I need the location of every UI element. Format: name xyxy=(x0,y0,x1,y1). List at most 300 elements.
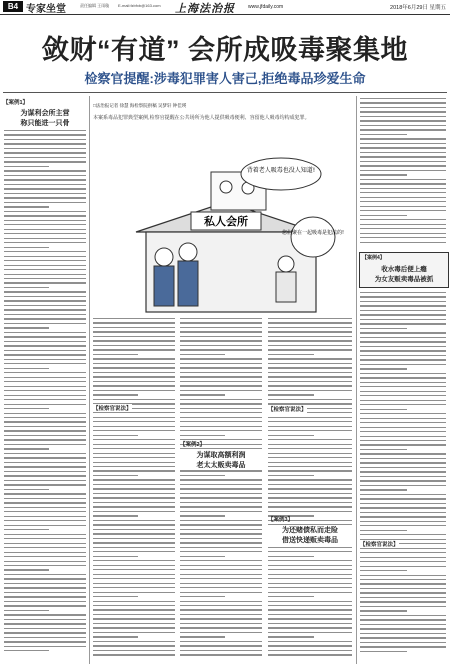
text-line xyxy=(4,511,86,512)
text-line xyxy=(360,134,407,135)
text-line xyxy=(4,256,86,257)
text-line xyxy=(4,457,86,458)
text-line xyxy=(4,417,86,418)
text-line xyxy=(180,345,262,346)
text-line xyxy=(93,587,175,588)
text-line xyxy=(360,98,446,99)
text-line xyxy=(360,489,407,490)
text-line xyxy=(4,395,86,396)
text-line xyxy=(93,327,175,328)
text-line xyxy=(360,233,446,234)
text-line xyxy=(180,358,262,359)
text-line xyxy=(4,354,86,355)
text-line xyxy=(4,547,86,548)
text-line xyxy=(360,210,446,211)
text-line xyxy=(93,390,175,391)
text-line xyxy=(360,552,446,553)
text-line xyxy=(360,179,446,180)
text-line xyxy=(4,274,86,275)
text-line xyxy=(4,480,86,481)
text-line xyxy=(360,444,446,445)
text-line xyxy=(180,542,262,543)
text-line xyxy=(268,430,352,431)
text-line xyxy=(4,265,86,266)
text-line xyxy=(4,520,86,521)
text-line xyxy=(268,497,352,498)
text-line xyxy=(93,511,175,512)
case-4-title-line1: 收水毒后便上瘾 xyxy=(381,266,427,273)
text-line xyxy=(268,367,352,368)
text-line xyxy=(180,538,262,539)
text-line xyxy=(93,331,175,332)
text-line xyxy=(268,596,314,597)
text-line xyxy=(93,596,138,597)
text-line xyxy=(93,551,175,552)
text-line xyxy=(4,179,86,180)
lead-paragraph: 本案系毒品犯罪典型案例,检察官提醒在公共场所为他人提供吸毒便利、容留他人吸毒均构成犯罪。 xyxy=(93,115,310,121)
text-line xyxy=(4,641,86,642)
case-1-tag: 【案例1】 xyxy=(3,100,29,106)
text-line xyxy=(93,533,175,534)
text-line xyxy=(268,601,352,602)
text-line xyxy=(93,650,175,651)
text-line xyxy=(360,129,446,130)
editor-credit: 责任编辑 王雨璇 xyxy=(80,3,110,8)
text-line xyxy=(360,642,446,643)
text-line xyxy=(360,503,446,504)
sign-text: 私人会所 xyxy=(204,215,248,228)
text-line xyxy=(268,448,352,449)
text-line xyxy=(180,322,262,323)
text-line xyxy=(4,197,86,198)
text-line xyxy=(360,228,446,229)
text-line xyxy=(93,538,175,539)
text-line xyxy=(360,341,446,342)
text-line xyxy=(4,404,86,405)
text-line xyxy=(4,211,86,212)
text-line xyxy=(360,413,446,414)
text-line xyxy=(268,565,352,566)
text-line xyxy=(360,400,446,401)
text-line xyxy=(180,596,225,597)
text-line xyxy=(180,529,262,530)
text-line xyxy=(93,627,175,628)
text-line xyxy=(360,215,407,216)
text-line xyxy=(4,421,86,422)
text-line xyxy=(4,471,86,472)
text-line xyxy=(360,453,446,454)
text-line xyxy=(180,506,262,507)
text-line xyxy=(180,551,262,552)
text-line xyxy=(180,435,225,436)
text-line xyxy=(360,224,446,225)
text-line xyxy=(93,578,175,579)
case-1-body xyxy=(4,130,86,660)
text-line xyxy=(4,538,86,539)
text-line xyxy=(268,349,352,350)
text-line xyxy=(360,579,446,580)
text-line xyxy=(93,609,175,610)
text-line xyxy=(360,219,446,220)
text-line xyxy=(4,623,86,624)
case-2-body xyxy=(180,318,262,660)
text-line xyxy=(360,525,446,526)
text-line xyxy=(360,147,446,148)
text-line xyxy=(268,556,314,557)
cartoon-illustration xyxy=(116,152,345,315)
text-line xyxy=(360,431,446,432)
text-line xyxy=(360,530,407,531)
text-line xyxy=(360,292,446,293)
text-line xyxy=(180,636,225,637)
text-line xyxy=(93,457,175,458)
case-1-title-line1: 为谋利会所主营 xyxy=(20,110,70,117)
text-line xyxy=(180,614,262,615)
text-line xyxy=(93,475,138,476)
divider xyxy=(3,92,447,93)
text-line xyxy=(360,561,446,562)
case-3-title-line2: 借送快递贩卖毒品 xyxy=(268,535,352,545)
text-line xyxy=(4,359,86,360)
text-line xyxy=(4,130,86,131)
text-line xyxy=(180,488,262,489)
text-line xyxy=(180,609,262,610)
text-line xyxy=(268,381,352,382)
text-line xyxy=(93,569,175,570)
text-line xyxy=(93,354,138,355)
text-line xyxy=(360,651,407,652)
case-4-tag: 【案例4】 xyxy=(362,255,385,261)
text-line xyxy=(268,439,352,440)
text-line xyxy=(360,440,446,441)
text-line xyxy=(93,363,175,364)
text-line xyxy=(4,408,49,409)
text-line xyxy=(268,627,352,628)
text-line xyxy=(4,614,86,615)
text-line xyxy=(4,444,86,445)
text-line xyxy=(93,412,175,413)
text-line xyxy=(268,336,352,337)
text-line xyxy=(180,618,262,619)
text-line xyxy=(360,156,446,157)
text-line xyxy=(4,484,86,485)
text-line xyxy=(268,470,352,471)
text-line xyxy=(360,624,446,625)
text-line xyxy=(268,645,352,646)
text-line xyxy=(180,336,262,337)
text-line xyxy=(180,574,262,575)
text-line xyxy=(4,166,49,167)
text-line xyxy=(360,107,446,108)
text-line xyxy=(93,376,175,377)
text-line xyxy=(93,479,175,480)
text-line xyxy=(360,192,446,193)
text-line xyxy=(93,470,175,471)
text-line xyxy=(93,583,175,584)
text-line xyxy=(360,427,446,428)
text-line xyxy=(180,623,262,624)
text-line xyxy=(4,475,86,476)
text-line xyxy=(4,143,86,144)
text-line xyxy=(93,453,175,454)
text-line xyxy=(4,341,86,342)
text-line xyxy=(360,237,446,238)
text-line xyxy=(4,502,86,503)
main-headline: 敛财“有道” 会所成吸毒聚集地 xyxy=(41,35,408,65)
text-line xyxy=(4,556,86,557)
text-line xyxy=(180,565,262,566)
text-line xyxy=(4,309,86,310)
text-line xyxy=(180,533,262,534)
text-line xyxy=(180,484,262,485)
text-line xyxy=(4,193,86,194)
text-line xyxy=(93,497,175,498)
text-line xyxy=(4,529,49,530)
text-line xyxy=(360,170,446,171)
text-line xyxy=(180,394,225,395)
text-line xyxy=(4,565,86,566)
text-line xyxy=(93,605,175,606)
text-line xyxy=(4,399,86,400)
text-line xyxy=(180,376,262,377)
text-line xyxy=(360,418,446,419)
text-line xyxy=(268,484,352,485)
text-line xyxy=(4,184,86,185)
text-line xyxy=(360,161,446,162)
text-line xyxy=(4,632,86,633)
text-line xyxy=(93,345,175,346)
text-line xyxy=(180,318,262,319)
text-line xyxy=(4,439,86,440)
text-line xyxy=(180,470,262,471)
text-line xyxy=(4,242,86,243)
text-line xyxy=(93,484,175,485)
newspaper-masthead: 上海法治报 xyxy=(175,2,235,15)
text-line xyxy=(360,143,446,144)
text-line xyxy=(268,466,352,467)
text-line xyxy=(4,134,86,135)
text-line xyxy=(268,322,352,323)
case-1-title-line2: 称只能进一只骨 xyxy=(20,120,70,127)
text-line xyxy=(268,502,352,503)
text-line xyxy=(360,319,446,320)
text-line xyxy=(93,515,138,516)
text-line xyxy=(4,619,86,620)
text-line xyxy=(268,462,352,463)
text-line xyxy=(93,340,175,341)
text-line xyxy=(268,578,352,579)
text-line xyxy=(180,327,262,328)
text-line xyxy=(360,386,446,387)
text-line xyxy=(180,354,225,355)
text-line xyxy=(360,174,407,175)
text-line xyxy=(180,502,262,503)
text-line xyxy=(180,560,262,561)
text-line xyxy=(4,610,49,611)
text-line xyxy=(180,372,262,373)
text-line xyxy=(268,327,352,328)
text-line xyxy=(4,296,86,297)
text-line xyxy=(4,278,86,279)
text-line xyxy=(180,340,262,341)
text-line xyxy=(180,399,262,400)
text-line xyxy=(180,408,262,409)
text-line xyxy=(180,654,262,655)
text-line xyxy=(360,575,446,576)
text-line xyxy=(360,462,446,463)
text-line xyxy=(360,409,407,410)
text-line xyxy=(360,328,407,329)
text-line xyxy=(268,475,314,476)
text-line xyxy=(360,305,446,306)
text-line xyxy=(4,430,86,431)
text-line xyxy=(4,368,49,369)
page-header xyxy=(0,0,450,15)
text-line xyxy=(360,449,407,450)
text-line xyxy=(268,453,352,454)
text-line xyxy=(93,560,175,561)
email: E-mail:fzbfxb@163.com xyxy=(118,3,161,8)
text-line xyxy=(268,426,352,427)
text-line xyxy=(360,471,446,472)
text-line xyxy=(4,332,86,333)
text-line xyxy=(4,605,86,606)
text-line xyxy=(268,560,352,561)
text-line xyxy=(360,206,446,207)
text-line xyxy=(4,363,86,364)
text-line xyxy=(360,637,446,638)
case-2-title-line2: 老太太贩卖毒品 xyxy=(180,460,262,470)
text-line xyxy=(4,466,86,467)
text-line xyxy=(180,592,262,593)
text-line xyxy=(4,390,86,391)
text-line xyxy=(93,322,175,323)
text-line xyxy=(268,363,352,364)
case-4-title-line2: 为女友贩卖毒品被抓 xyxy=(374,276,434,283)
text-line xyxy=(4,260,86,261)
text-line xyxy=(268,650,352,651)
column-divider xyxy=(89,96,90,664)
text-line xyxy=(180,601,262,602)
text-line xyxy=(93,574,175,575)
analysis-tag-2: 【检察官说法】 xyxy=(268,407,307,413)
text-line xyxy=(180,390,262,391)
text-line xyxy=(268,605,352,606)
text-line xyxy=(93,654,175,655)
text-line xyxy=(268,551,352,552)
text-line xyxy=(360,588,446,589)
text-line xyxy=(180,385,262,386)
text-line xyxy=(93,462,175,463)
text-line xyxy=(180,426,262,427)
case-3-body xyxy=(268,318,352,660)
text-line xyxy=(268,372,352,373)
text-line xyxy=(93,547,175,548)
text-line xyxy=(268,340,352,341)
text-line xyxy=(268,318,352,319)
text-line xyxy=(4,148,86,149)
text-line xyxy=(4,507,86,508)
text-line xyxy=(360,165,446,166)
text-line xyxy=(93,556,138,557)
text-line xyxy=(93,592,175,593)
text-line xyxy=(4,587,86,588)
text-line xyxy=(360,557,446,558)
text-line xyxy=(93,336,175,337)
text-line xyxy=(180,412,262,413)
text-line xyxy=(93,632,175,633)
text-line xyxy=(4,637,86,638)
text-line xyxy=(4,381,86,382)
text-line xyxy=(360,494,446,495)
text-line xyxy=(268,636,314,637)
text-line xyxy=(360,507,446,508)
text-line xyxy=(93,506,175,507)
text-line xyxy=(360,382,446,383)
text-line xyxy=(180,641,262,642)
text-line xyxy=(360,485,446,486)
text-line xyxy=(360,583,446,584)
text-line xyxy=(360,476,446,477)
text-line xyxy=(360,377,446,378)
text-line xyxy=(360,120,446,121)
text-line xyxy=(268,435,314,436)
text-line xyxy=(93,439,175,440)
text-line xyxy=(268,417,352,418)
text-line xyxy=(4,247,49,248)
text-line xyxy=(360,373,446,374)
text-line xyxy=(93,645,175,646)
text-line xyxy=(180,331,262,332)
text-line xyxy=(268,390,352,391)
text-line xyxy=(180,430,262,431)
text-line xyxy=(4,534,86,535)
text-line xyxy=(360,350,446,351)
text-line xyxy=(360,102,446,103)
text-line xyxy=(180,605,262,606)
text-line xyxy=(268,614,352,615)
text-line xyxy=(268,574,352,575)
text-line xyxy=(93,421,175,422)
text-line xyxy=(360,183,446,184)
text-line xyxy=(360,512,446,513)
text-line xyxy=(180,363,262,364)
text-line xyxy=(180,367,262,368)
text-line xyxy=(268,358,352,359)
text-line xyxy=(4,161,86,162)
text-line xyxy=(93,623,175,624)
text-line xyxy=(4,592,86,593)
text-line xyxy=(180,520,262,521)
case-3-tag: 【案例3】 xyxy=(268,517,294,523)
text-line xyxy=(360,116,446,117)
text-line xyxy=(4,386,86,387)
text-line xyxy=(4,238,86,239)
text-line xyxy=(4,269,86,270)
text-line xyxy=(4,489,49,490)
text-line xyxy=(180,645,262,646)
text-line xyxy=(93,529,175,530)
text-line xyxy=(93,426,175,427)
text-line xyxy=(180,569,262,570)
text-line xyxy=(4,233,86,234)
text-line xyxy=(180,349,262,350)
text-line xyxy=(93,601,175,602)
text-line xyxy=(360,566,446,567)
bubble-1-text: 背着老人吸毒也没人知道! xyxy=(246,167,316,174)
text-line xyxy=(180,587,262,588)
text-line xyxy=(93,641,175,642)
